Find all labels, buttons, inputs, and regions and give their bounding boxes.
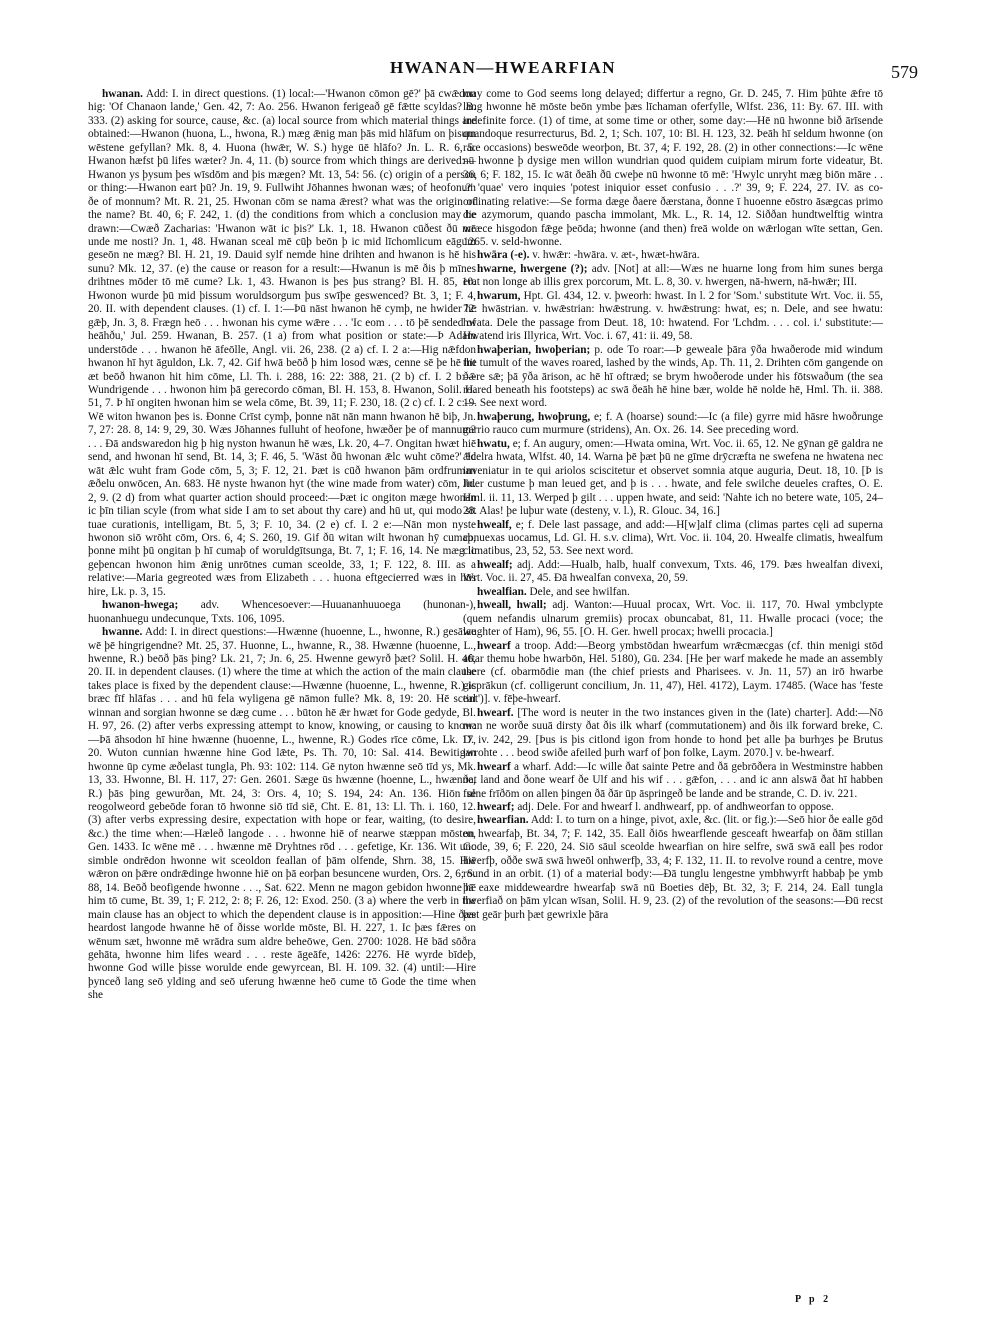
entry-headword: hwanan. <box>102 88 143 100</box>
page-number: 579 <box>891 62 918 82</box>
entry-headword: hwaþerung, hwoþrung, <box>477 410 591 423</box>
signature-mark: P p 2 <box>795 1294 832 1305</box>
entry-text: Add: I. in direct questions. (1) local:—'Hwanon cōmon gē?' þā cwǣdon hig: 'Of Chanaon lande,' Gen. 42, 7: Ao. 256. Hwanon ferigeað gē fǣtte scyldas? B. 333. (2) asking for source, cause, &c. (a) local source from which material things are obtained:—Hwanon (huona, L., hwona, R.) mæg ǣnig man þās mid hlāfum on þisum wēstene gefyllan? Mk. 8, 4. Huona (hwǣr, W. S.) hyge ūē hlāfo? Jn. L. R. 6, 5. Hwanon hæfst þū lifes wæter? Jn. 4, 11. (b) source from which things are derived:—Hwanon ys þysum þes wīsdōm and þis mægen? Mt. 13, 54: 56. (c) origin of a person or thing:—Hwanon eart þū? Jn. 19, 9. Fullwiht Jōhannes hwonan wæs; of heofonum ðe of monnum? Mt. R. 21, 25. Hwonan cōm se nama ǣrest? what was the origin of the name? Bt. 40, 6; F. 242, 1. (d) the conditions from which a conclusion may be drawn:—Cwæð Zacharias: 'Hwanon wāt ic þis?' Lk. 1, 18. Hwanon cūðest ðū mē unde me nosti? Jn. 1, 48. Hwanan sceal mē cūþ beōn þ ic mid līchomlicum eāgum geseōn ne mæg? Bl. H. 21, 19. Dauid sylf nemde hine drihten and hwanon is hē his sunu? Mk. 12, 37. (e) the cause or reason for a result:—Hwanun is mē ðis þ mīnes drihtnes mōder tō mē cume? Lk. 1, 43. Hwanon is þes þus strang? Bl. H. 85, 10. Hwonon wurde þū mid þissum woruldsorgum þus swīþe geswenced? Bt. 3, 1; F. 4, 20. II. with dependent clauses. (1) cf. I. 1:—Þū nāst hwanon hē cymþ, ne hwider hē gǣþ, Jn. 3, 8. Frægn heō . . . hwonan his cyme wǣre . . . 'Ic eom . . . tō þē sended of heāhðu,' Jul. 259. Hwanan, B. 257. (1 a) from what position or state:—Þ Adam understōde . . . hwanon hē āfeōlle, Angl. vii. 26, 238. (2 a) cf. I. 2 a:—Hig nǣfdon hwanon hī hyt āguldon, Lk. 7, 42. Gif hwā beōð þ him losod wæs, cenne sē þe hē hit æt beōð hwanon hit him cōme, Ll. Th. i. 288, 16: 22: 388, 21. (2 b) cf. I. 2 b:—Wundrigende . . . hwonon him þā gerecordo cōman, Bl. H. 153, 8. Hwanon, Solil. H. 51, 7. Þ hī ongiten hwonan him se wela cōme, Bt. 39, 11; F. 230, 18. (2 c) cf. I. 2 c:—Wē witon hwanon þes is. Ðonne Crīst cymþ, þonne nāt nān mann hwanon hē biþ, Jn. 7, 27: 28. 8, 14: 9, 29, 30. Wæs Jōhannes fulluht of heofone, hwæðer þe of mannum? . . . Ðā andswaredon hig þ hig nyston hwanun hē wæs, Lk. 20, 4–7. Ongitan hwæt hiē send, and hwonan hī send, Bt. 14, 3; F. 46, 5. 'Wāst ðū hwonan ǣlc wuht cōme?' 'Ic wāt ǣlc wuht fram Gode cōm, 5, 3; F. 12, 21. Þæt is cūð hwanon þām ordfruman ǣðelu onwōcen, An. 683. Hē nyste hwanon hyt (the wine made from water) cōm, Jn. 2, 9. (2 d) from what quarter action should proceed:—Þæt ic ongiton mæge hwonan ic þīn tilian scyle (from what side I am to set about thy care) and hū ut, qui modo sit tuae curationis, intelligam, Bt. 5, 3; F. 10, 34. (2 e) cf. I. 2 e:—Nān mon nyste hwonon siō wrōht cōm, Ors. 6, 4; S. 260, 19. Gif ðū witan wilt hwonan hȳ cumaþ, þonne miht þū ongitan þ hī cumaþ of woruldgītsunga, Bt. 7, 1; F. 16, 14. Ne mæg ic geþencan hwonon him ǣnig unrōtnes cuman sceolde, 33, 1; F. 122, 8. III. as a relative:—Maria gegreoted wæs from Elizabeth . . . huona eftgecierred wæs in hūs hire, Lk. p. 3, 15. <box>88 88 476 598</box>
entry-text: a troop. Add:—Beorg ymbstōdan hwearfum wrǣcmæcgas (cf. thin menigi stōd aftar themu hobe hwarbōn, Hēl. 5180), Gū. 234. [He þer warf makede he made an assembly there (cf. obarmōdie man (the chief priests and Pharisees. v. Jn. 11, 57) an irō hwarbe gisprākun (cf. colligerunt concilium, Jn. 11, 47), Hēl. 4172), Laym. 17485. (Wace has 'feste tint')]. v. fēþe-hwearf. <box>463 639 884 706</box>
entry-text: e; f. Dele last passage, and add:—H[w]alf clima (climas partes cęli ad superna conuexas uocamus, Ld. Gl. H. s.v. clima), Wrt. Voc. ii. 104, 20. Hwealfe climatis, hwealfum climatibus, 23, 52, 53. See next word. <box>463 518 884 558</box>
dictionary-entry <box>463 290 883 344</box>
entry-headword: hwealfian. <box>477 585 527 598</box>
dictionary-entry <box>463 599 883 639</box>
entry-headword: hwāra (-e). <box>477 249 530 262</box>
entry-headword: hwarne, hwergene (?); <box>477 262 588 275</box>
entry-text: e; f. An augury, omen:—Hwata omina, Wrt. Voc. ii. 65, 12. Ne gȳnan gē galdra ne ǣdelra hwata, Wlfst. 40, 14. Warna þē þæt þū ne gīme drȳcræfta ne swefena ne hwatena nec inveniatur in te qui ariolos sciscitetur et observet somnia atque auguria, Deut. 18, 10. [Þ is lider custume þ man leued get, and þ is . . . hwate, and fele swilche deueles craftes, O. E. Hml. ii. 11, 13. Werped þ gilt . . . uppen hwate, and seid: 'Nahte ich no betere wate, 105, 24–28. Alas! þe luþur wate (destenу, v. l.), R. Glouc. 34, 16.] <box>463 437 883 518</box>
entry-text: Dele, and see hwilfan. <box>529 585 630 598</box>
entry-headword: hwanon-hwega; <box>102 599 179 612</box>
entry-headword: hwealf, <box>477 518 512 531</box>
dictionary-entry <box>463 411 883 438</box>
entry-headword: hwearf; <box>477 801 515 814</box>
dictionary-entry <box>463 249 883 262</box>
entry-text: adj. Dele. For and hwearf l. andhwearf, pp. of andhweorfan to oppose. <box>517 801 834 814</box>
entry-text: a wharf. Add:—Ic wille ðat sainte Petre and ðā gebrōðera in Westminstre habben ðat land and ðone wearf ðe Ulf and his wif . . . gǣfon, . . . and ic ann alswā ðat hī habben fulne frīðōm on allen þingen ðā ðār ūp āspringeð be lande and be strande, C. D. iv. 221. <box>463 760 883 800</box>
dictionary-entry <box>463 438 883 519</box>
dictionary-entry <box>463 263 883 290</box>
dictionary-entry <box>463 761 883 801</box>
entry-headword: hwanne. <box>102 626 143 639</box>
entry-text: adv. Whencesoever:—Huuananhuuoega (hunonan-), huonanhuegu undecunque, Txts. 106, 1095. <box>88 599 476 625</box>
entry-text: may come to God seems long delayed; differtur a regno, Gr. D. 245, 7. Him þūhte ǣfre tō lang hwonne hē mōste beōn ymbe þæs līchaman oferfylle, Wlfst. 236, 11: By. 67. III. with indefinite force. (1) of time, at some time or other, some day:—Hē nū hwonne bið ārīsende quandoque resurrecturus, Bd. 2, 1; Sch. 107, 10: Bl. H. 123, 32. Þeāh hī seldum hwonne (on rare occasions) besweōde weorþon, Bt. 37, 4; F. 192, 28. (2) in other connections:—Ic wēne nū hwonne þ dysige men willon wundrian quod quidem cuipiam mirum forte videatur, Bt. 36, 6; F. 182, 15. Ic wāt ðeāh ðū cweþe nū hwonne tō mē: 'Hwylc unryht mæg biōn māre . . .?' 'quae' vero inquies 'potest iniquior esset confusio . . .?' 39, 9; F. 224, 27. IV. as co-ordinating relative:—Se forma dæge ðaere ðærstana, ðonne ī huoenne eōstro āsægcas primo die azymorum, quando pascha immolant, Mk. L., R. 14, 12. Siððan hundtwelftig wintra wræce hisgodon fǣge þeōda; hwonne (and then) freā wolde on wǣrlogan wīte settan, Gen. 1265. v. seld-hwonne. <box>463 88 883 248</box>
entry-headword: hwealf; <box>477 558 513 571</box>
entry-text: adv. [Not] at all:—Wæs ne huarne long from him sunes berga erat non longe ab illis grex porcorum, Mt. L. 8, 30. v. hwergen, nā-hwern, nā-hwǣr; III. <box>463 262 884 289</box>
entry-headword: hwearf. <box>477 706 514 719</box>
dictionary-entry <box>463 640 883 707</box>
entry-headword: hwearfian. <box>477 814 529 827</box>
dictionary-entry <box>88 626 476 1003</box>
entry-headword: hweall, hwall; <box>477 599 547 612</box>
entry-text: p. ode To roar:—Þ geweale þāra ȳða hwaðerode mid windum the tumult of the waves roared, lashed by the winds, Ap. Th. 11, 2. Drihten cōm gangende on ðǣre sǣ; þā ȳða ārison, ac hē hī oftræd; se brym hwoðerode under his fōtswaðum (the sea roared beneath his footsteps) ac swā ðeāh hē hine bær, wolde hē nolde hē, Hml. Th. ii. 388. 19. See next word. <box>463 343 884 410</box>
entry-text: adj. Wanton:—Huual procax, Wrt. Voc. ii. 117, 70. Hwal ymbclypte (quem nefandis ulnarum gremiis) procax obuncabat, 81, 11. Hwalle procaci (voce; the laughter of Ham), 96, 55. [O. H. Ger. hwell procax; hwelli procacia.] <box>463 599 883 639</box>
dictionary-entry <box>463 344 883 411</box>
entry-headword: hwearf <box>477 639 511 652</box>
dictionary-entry <box>463 707 883 761</box>
dictionary-entry <box>88 599 476 626</box>
page-header <box>88 58 918 82</box>
right-column <box>463 88 883 922</box>
entry-headword: hwaþerian, hwoþerian; <box>477 343 591 356</box>
entry-headword: hwatu, <box>477 437 510 450</box>
dictionary-entry <box>463 88 883 249</box>
dictionary-entry <box>463 559 883 586</box>
entry-headword: hwearf <box>477 760 511 773</box>
entry-text: adj. Add:—Hualb, halb, hualf convexum, Txts. 46, 179. Þæs hwealfan divexi, Wrt. Voc. ii. 27, 45. Ðā hwealfan convexa, 20, 59. <box>463 558 883 585</box>
entry-text: Add: I. to turn on a hinge, pivot, axle, &c. (lit. or fig.):—Seō hior ðe ealle gōd on hwearfaþ, Bt. 34, 7; F. 142, 35. Eall ðiōs hwearflende gesceaft hwearfaþ on ðām stillan Gode, 39, 6; F. 220, 24. Siō sāul sceolde hwearfian on hire selfre, swā swā eall þes rodor hwerfþ, oððe swā swā hweōl onhwerfþ, 33, 4; F. 132, 11. II. to revolve round a centre, move round in an orbit. (1) of a material body:—Ðā tunglu lengestne ymbhwyrft habbaþ þe ymb þā eaxe middeweardre hwearfaþ swā nū Boeties dēþ, Bt. 32, 3; F. 214, 24. Eall tungla hwerfiað on þām ylcan wīsan, Solil. H. 9, 23. (2) of the revolution of the seasons:—Ðū recst þæt geār þurh þæt gewrixle þāra <box>463 814 883 921</box>
dictionary-entry <box>463 801 883 814</box>
dictionary-entry <box>88 88 476 599</box>
dictionary-entry <box>463 814 883 922</box>
entry-text: e; f. A (hoarse) sound:—Ic (a file) gyrre mid hāsre hwoðrunge garrio rauco cum murmure (stridens), An. Ox. 26. 14. See preceding word. <box>463 410 883 437</box>
entry-text: v. hwǣr: -hwāra. v. æt-, hwæt-hwāra. <box>532 249 700 262</box>
dictionary-entry <box>463 519 883 559</box>
running-title: HWANAN—HWEARFIAN <box>389 58 617 77</box>
entry-headword: hwarum, <box>477 289 521 302</box>
dictionary-entry <box>463 586 883 599</box>
left-column <box>88 88 476 1003</box>
entry-text: Add: I. in direct questions:—Hwænne (huoenne, L., hwonne, R.) gesāwe wē þē hingrigendne? Mt. 25, 37. Huonne, L., hwanne, R., 38. Hwænne (huoenne, L., hwenne, R.) beōð þās þing? Lk. 21, 7; Jn. 6, 25. Hwenne gewyrð þæt? Solil. H. 46, 20. II. in dependent clauses. (1) where the time at which the action of the main clause takes place is fixed by the dependent clause:—Hwænne (huoenne, L., hwenne, R.) ic bræc fīf hlāfas . . . and hū fela wyligena gē nāmon fulle? Mk. 8, 19: 20. Hē sceal winnan and sorgian hwonne se dæg cume . . . būton hē ǣr hwæt for Gode gedyde, Bl. H. 97, 26. (2) after verbs expressing attempt to know, knowing, or causing to know:—Þā āhsodon hī hine hwænne (huoenne, L., hwenne, R.) Godes rīce cōme, Lk. 17, 20. Wuton cunnian hwænne hine God lǣte, Ps. Th. 70, 10: Sal. 414. Bewitigan hwonne ūp cyme æðelast tungla, Ph. 93: 102: 114. Gē nyton hwænne seō tīd ys, Mk. 13, 33. Hwonne, Bl. H. 117, 27: Gen. 2601. Sæge ūs hwænne (hoenne, L., hwænne, R.) þās þing gewurðan, Mt. 24, 3: Ors. 4, 10; S. 194, 24: An. 136. Hiōn se reogolweord gebeōde foran tō hwonne siō tīd siē, Cht. E. 81, 13: Ll. Th. i. 160, 12. (3) after verbs expressing desire, expectation with hope or fear, waiting, (to desire, &c.) the time when:—Hæleð langode . . . hwonne hiē of nearwe stæppan mōsten, Gen. 1433. Ic wēne mē . . . hwænne mē Dryhtnes rōd . . . gefetige, Kr. 136. Wit unc simble ondrēdon hwonne wit sceoldon feallan of þām olfende, Shrn. 38, 15. Hiē wǣron on þǣre ondrǣdinge hwonne hiē on þā eorþan besuncene wurden, Ors. 2, 6; S. 88, 14. Beōð beofigende hwonne . . ., Sat. 622. Menn ne magon gebidon hwonne hē him tō cume, Bt. 39, 1; F. 212, 2: 8; F. 26, 12: Exod. 250. (3 a) where the verb in the main clause has an object to which the dependent clause is in apposition:—Hine ðæs heardost langode hwanne hē of ðisse worlde mōste, Bl. H. 227, 1. Ic þæs fǣres on wēnum sæt, hwonne mē wrādra sum aldre beheōwe, Gen. 2700: 1028. Hē bād sōðra gehāta, hwonne him lifes weard . . . reste āgeāfe, 1426: 2276. Hē wyrde bīdeþ, hwonne God wille þisse worulde ende gewyrcean, Bl. H. 109. 32. (4) until:—Hire þynceð lang seō ylding and seō uferung hwænne heō cume tō Gode the time when she <box>88 626 476 1002</box>
entry-text: [The word is neuter in the two instances given in the (late) charter]. Add:—Nō man ne worðe suuā dirsty ðat ðis ilk wharf (commutationem) and ðis ilk forward breke, C. D. iv. 242, 29. [Þus is þis citlond igon from honde to hond þet alle þa burhȝes þe Brutus iwrohte . . . beod swiðe afeiled þurh warf of þon folke, Laym. 2070.] v. be-hwearf. <box>463 706 884 760</box>
entry-text: Hpt. Gl. 434, 12. v. þweorh: hwast. In l. 2 for 'Som.' substitute Wrt. Voc. ii. 55, 72: hwāstrian. v. hwǣstrian: hwǣstrung. v. hwǣstrung: hwat, es; n. Dele, and see hwatu: hwata. Dele the passage from Deut. 18, 10: hwatend. For 'Lchdm. . . . col. i.' substitute:—Hwatend iris Illyrica, Wrt. Voc. i. 67, 41: ii. 49, 58. <box>463 289 883 343</box>
